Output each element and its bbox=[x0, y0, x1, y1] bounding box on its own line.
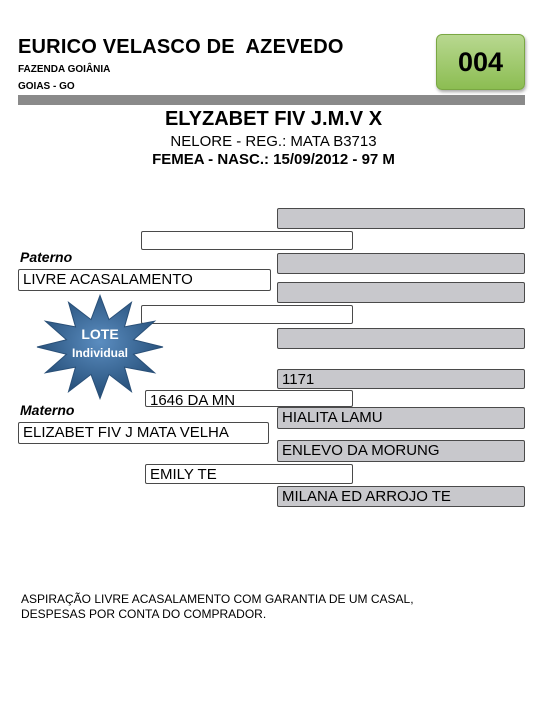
pedigree-dam-sire-dam: HIALITA LAMU bbox=[277, 407, 525, 429]
pedigree-dam-dam: EMILY TE bbox=[145, 464, 353, 484]
lot-number-badge: 004 bbox=[436, 34, 525, 90]
pedigree-dam-dam-dam: MILANA ED ARROJO TE bbox=[277, 486, 525, 507]
animal-breed-registration: NELORE - REG.: MATA B3713 bbox=[170, 133, 377, 150]
sale-conditions-line1: ASPIRAÇÃO LIVRE ACASALAMENTO COM GARANTIA DE UM CASAL, bbox=[21, 592, 414, 606]
farm-name: FAZENDA GOIÂNIA bbox=[18, 64, 111, 75]
pedigree-sire-sire bbox=[141, 231, 353, 250]
pedigree-sire-dam-sire bbox=[277, 282, 525, 303]
paterno-label: Paterno bbox=[20, 249, 73, 265]
pedigree-sire-dam bbox=[141, 305, 353, 324]
pedigree-dam-dam-sire: ENLEVO DA MORUNG bbox=[277, 440, 525, 462]
pedigree-sire-dam-dam bbox=[277, 328, 525, 349]
pedigree-dam: ELIZABET FIV J MATA VELHA bbox=[18, 422, 269, 444]
badge-line2: Individual bbox=[71, 346, 128, 360]
pedigree-sire: LIVRE ACASALAMENTO bbox=[18, 269, 271, 291]
pedigree-dam-sire: 1646 DA MN bbox=[145, 390, 353, 407]
owner-name: EURICO VELASCO DE AZEVEDO bbox=[18, 36, 344, 58]
badge-line1: LOTE bbox=[81, 326, 119, 342]
animal-name: ELYZABET FIV J.M.V X bbox=[164, 108, 383, 130]
header-divider bbox=[18, 95, 525, 105]
farm-location: GOIAS - GO bbox=[18, 81, 75, 92]
sale-conditions-note bbox=[21, 592, 414, 622]
animal-sex-birth: FEMEA - NASC.: 15/09/2012 - 97 M bbox=[152, 151, 395, 168]
materno-label: Materno bbox=[20, 402, 75, 418]
pedigree-sire-sire-sire bbox=[277, 208, 525, 229]
lote-individual-badge bbox=[36, 294, 164, 400]
sale-conditions-line2: DESPESAS POR CONTA DO COMPRADOR. bbox=[21, 607, 267, 621]
pedigree-dam-sire-sire: 1171 bbox=[277, 369, 525, 389]
pedigree-sire-sire-dam bbox=[277, 253, 525, 274]
